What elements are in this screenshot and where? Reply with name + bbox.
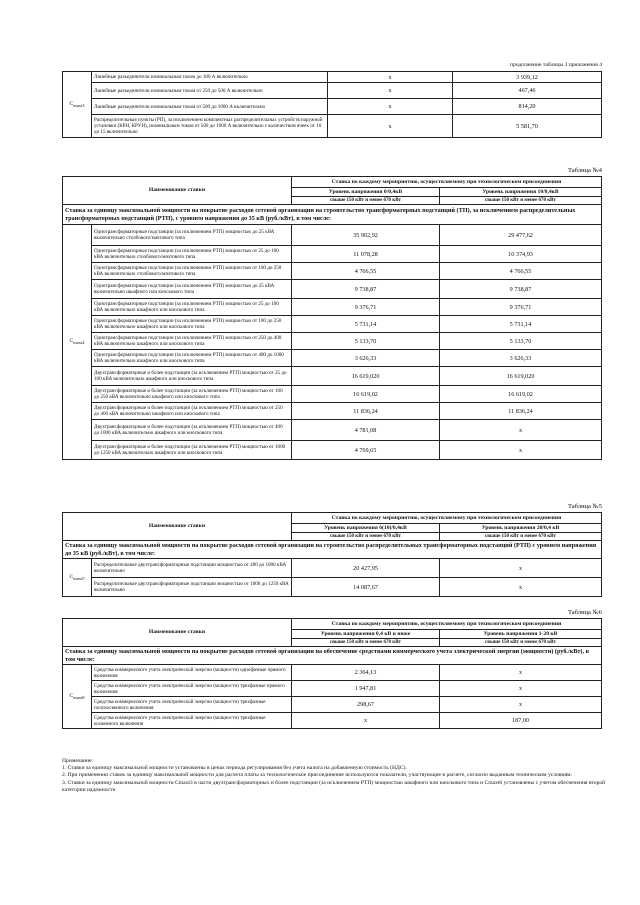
row-value-c1: 20 427,95 xyxy=(292,559,440,578)
row-label: Однотрансформаторные подстанции (за исключением РТП) мощностью от 25 до 100 кВА включительно шкафного или киоскового типа xyxy=(92,299,292,316)
table-row xyxy=(63,83,602,99)
row-value-c2: 9 738,87 xyxy=(440,280,602,299)
row-value-c1: 298,67 xyxy=(292,697,440,713)
notes xyxy=(62,758,607,794)
row-label: Линейные разъединители номинальным током до 100 А включительно xyxy=(92,72,328,83)
table-row xyxy=(63,316,602,333)
row-value-c1: 11 078,28 xyxy=(292,246,440,263)
table-row xyxy=(63,115,602,138)
row-label: Двухтрансформаторные и более подстанции (за исключением РТП) мощностью от 250 до 400 кВА включительно шкафного или киоскового типа xyxy=(92,403,292,420)
table4-col2-header: Уровень напряжения 10/0,4кВ xyxy=(440,188,602,197)
row-value-c2: 187,00 xyxy=(440,713,602,729)
row-value-c1: 4 766,55 xyxy=(292,263,440,280)
table-row xyxy=(63,559,602,578)
row-value-c2: х xyxy=(440,441,602,460)
table-row xyxy=(63,441,602,460)
table-row xyxy=(63,299,602,316)
row-value-c2: 814,20 xyxy=(453,99,602,115)
row-value-c2: 5 731,14 xyxy=(440,316,602,333)
row-value-c2: 11 836,24 xyxy=(440,403,602,420)
row-value-c2: 10 374,93 xyxy=(440,246,602,263)
row-value-c2: 5 133,70 xyxy=(440,333,602,350)
row-label: Средства коммерческого учета электрической энергии (мощности) трехфазные косвенного включения xyxy=(92,713,292,729)
row-value-c1: 35 902,92 xyxy=(292,225,440,246)
table5-block xyxy=(62,512,602,597)
table5-name-header: Наименование ставки xyxy=(63,513,292,541)
table5-group-header: Ставка по каждому мероприятию, осуществляемому при технологическом присоединении xyxy=(292,513,602,524)
row-value-c2: 4 766,55 xyxy=(440,263,602,280)
row-value-c1: 4 769,65 xyxy=(292,441,440,460)
row-value-c2: 29 477,62 xyxy=(440,225,602,246)
row-value-c1: 5 133,70 xyxy=(292,333,440,350)
row-value-c1: 5 731,14 xyxy=(292,316,440,333)
row-value-c1: х xyxy=(328,99,453,115)
row-label: Однотрансформаторные подстанции (за исключением РТП) мощностью от 100 до 250 кВА включительно шкафного или киоскового типа xyxy=(92,316,292,333)
row-value-c2: х xyxy=(440,665,602,681)
table-row xyxy=(63,386,602,403)
row-label: Однотрансформаторные подстанции (за исключением РТП) мощностью до 25 кВА включительно столбового/мачтового типа xyxy=(92,225,292,246)
table-row xyxy=(63,350,602,367)
table-row xyxy=(63,420,602,441)
row-value-c1: 9 738,87 xyxy=(292,280,440,299)
table4 xyxy=(62,176,602,460)
row-value-c1: х xyxy=(292,713,440,729)
row-value-c2: 5 581,70 xyxy=(453,115,602,138)
table5-title: Ставка за единицу максимальной мощности на покрытие расходов сетевой организации на строительство распределительных трансформаторных подстанций (РТП) с уровнем напряжения до 35 кВ (руб./кВт), в том числе: xyxy=(63,541,602,559)
row-value-c2: х xyxy=(440,681,602,697)
table6-col2-header: Уровень напряжения 1-20 кВ xyxy=(440,630,602,639)
table5-col1-header: Уровень напряжения 6(10)/0,4кВ xyxy=(292,524,440,533)
row-label: Двухтрансформаторные и более подстанции (за исключением РТП) мощностью от 400 до 1000 кВА включительно шкафного или киоскового типа xyxy=(92,420,292,441)
row-value-c2: 9 376,71 xyxy=(440,299,602,316)
table6-col2-sub: свыше 150 кВт и менее 670 кВт xyxy=(440,639,602,647)
row-label: Средства коммерческого учета электрической энергии (мощности) трехфазные прямого включения xyxy=(92,681,292,697)
row-label: Двухтрансформаторные и более подстанции (за исключением РТП) мощностью от 25 до 100 кВА включительно шкафного или киоскового типа xyxy=(92,367,292,386)
note-item: 2. При применении ставок за единицу максимальной мощности для расчета платы за технологическое присоединение используются показатели, участвующие в расчете, согласно выданным техническим условиям. xyxy=(62,772,572,779)
note-item: 1. Ставки за единицу максимальной мощности установлены в ценах периода регулирования без учета налога на добавленную стоимость (НДС). xyxy=(62,765,407,772)
table4-col1-sub: свыше 150 кВт и менее 670 кВт xyxy=(292,197,440,205)
table6-name-header: Наименование ставки xyxy=(63,619,292,647)
notes-heading: Примечание: xyxy=(62,758,94,764)
table-row xyxy=(63,72,602,83)
row-value-c2: 3 939,12 xyxy=(453,72,602,83)
table-row xyxy=(63,665,602,681)
table5-caption: Таблица №5 xyxy=(567,503,602,510)
row-label: Распределительные двухтрансформаторные подстанции мощностью от 400 до 1000 кВА включительно xyxy=(92,559,292,578)
row-label: Средства коммерческого учета электрической энергии (мощности) однофазные прямого включения xyxy=(92,665,292,681)
note-item: 3. Ставки за единицу максимальной мощности Cmaxt3 в части двухтрансформаторных и более подстанции (за исключением РТП) мощностью шкафного или киоскового типа и Cmaxt6 установлены с учетом обеспечения второй категории надежности xyxy=(62,779,606,793)
row-label: Двухтрансформаторные и более подстанции (за исключением РТП) мощностью от 100 до 250 кВА включительно шкафного или киоскового типа xyxy=(92,386,292,403)
row-value-c2: х xyxy=(440,420,602,441)
table4-name-header: Наименование ставки xyxy=(63,177,292,205)
table6 xyxy=(62,618,602,729)
row-value-c2: х xyxy=(440,578,602,597)
table4-col2-sub: свыше 150 кВт и менее 670 кВт xyxy=(440,197,602,205)
continuation-table-block xyxy=(62,71,602,138)
table-row xyxy=(63,246,602,263)
table5 xyxy=(62,512,602,597)
continuation-caption: продолжение таблицы 3 приложения 4 xyxy=(509,62,602,68)
table5-col2-header: Уровень напряжения 20/0,4 кВ xyxy=(440,524,602,533)
table4-title: Ставка за единицу максимальной мощности на покрытие расходов сетевой организации на строительство трансформаторных подстанций (ТП), за исключением распределительных трансформаторных подстанций (РТП), с уровнем напряжения до 35 кВ (руб./кВт), в том числе: xyxy=(63,205,602,225)
row-label: Однотрансформаторные подстанции (за исключением РТП) мощностью от 400 до 1000 кВА включительно шкафного или киоскового типа xyxy=(92,350,292,367)
row-label: Однотрансформаторные подстанции (за исключением РТП) мощностью от 250 до 400 кВА включительно шкафного или киоскового типа xyxy=(92,333,292,350)
table-row xyxy=(63,263,602,280)
table-row xyxy=(63,713,602,729)
table5-code-cell: $C_{maxt5}$ xyxy=(63,559,92,597)
table6-block xyxy=(62,618,602,729)
row-value-c1: 2 364,13 xyxy=(292,665,440,681)
table6-col1-header: Уровень напряжения 0,4 кВ и ниже xyxy=(292,630,440,639)
row-label: Однотрансформаторные подстанции (за исключением РТП) мощностью от 25 до 100 кВА включительно столбового/мачтового типа xyxy=(92,246,292,263)
table-row xyxy=(63,99,602,115)
table-row xyxy=(63,225,602,246)
table-row xyxy=(63,333,602,350)
table6-col1-sub: свыше 150 кВт и менее 670 кВт xyxy=(292,639,440,647)
row-label: Линейные разъединители номинальным током от 500 до 1000 А включительно xyxy=(92,99,328,115)
row-label: Распределительные двухтрансформаторные подстанции мощностью от 1000 до 1250 кВА включительно xyxy=(92,578,292,597)
table5-col1-sub: свыше 150 кВт и менее 670 кВт xyxy=(292,533,440,541)
row-label: Распределительные пункты (РП), за исключением комплектных распределительных устройств наружной установки (КРН, КРУН), номинальным током от 500 до 1000 А включительно с количеством ячеек от 10 до 15 включительно xyxy=(92,115,328,138)
table-row xyxy=(63,681,602,697)
row-value-c1: х xyxy=(328,72,453,83)
row-value-c1: 16 619,020 xyxy=(292,367,440,386)
table4-group-header: Ставка по каждому мероприятию, осуществляемому при технологическом присоединении xyxy=(292,177,602,188)
row-value-c1: х xyxy=(328,83,453,99)
row-value-c2: х xyxy=(440,697,602,713)
table4-caption: Таблица №4 xyxy=(567,167,602,174)
row-value-c2: 16 619,020 xyxy=(440,367,602,386)
row-value-c2: 467,46 xyxy=(453,83,602,99)
table4-col1-header: Уровень напряжения 0/0,4кВ xyxy=(292,188,440,197)
table-row xyxy=(63,578,602,597)
row-value-c2: 3 626,33 xyxy=(440,350,602,367)
row-value-c1: 14 087,67 xyxy=(292,578,440,597)
table5-col2-sub: свыше 150 кВт и менее 670 кВт xyxy=(440,533,602,541)
row-value-c2: 16 619,02 xyxy=(440,386,602,403)
row-value-c1: 1 947,81 xyxy=(292,681,440,697)
row-label: Линейные разъединители номинальным током от 250 до 500 А включительно xyxy=(92,83,328,99)
row-label: Однотрансформаторные подстанции (за исключением РТП) мощностью до 25 кВА включительно шкафного или киоскового типа xyxy=(92,280,292,299)
row-value-c1: 11 836,24 xyxy=(292,403,440,420)
row-label: Двухтрансформаторные и более подстанции (за исключением РТП) мощностью от 1000 до 1250 кВА включительно шкафного или киоскового типа xyxy=(92,441,292,460)
table-row xyxy=(63,367,602,386)
table6-caption: Таблица №6 xyxy=(567,609,602,616)
row-value-c2: х xyxy=(440,559,602,578)
table6-group-header: Ставка по каждому мероприятию, осуществляемому при технологическом присоединении xyxy=(292,619,602,630)
table-row xyxy=(63,403,602,420)
row-value-c1: 16 619,02 xyxy=(292,386,440,403)
table4-code-cell: $C_{maxt4}$ xyxy=(63,225,92,460)
row-value-c1: 9 376,71 xyxy=(292,299,440,316)
row-label: Средства коммерческого учета электрической энергии (мощности) трехфазные полукосвенного включения xyxy=(92,697,292,713)
table-row xyxy=(63,697,602,713)
table-row xyxy=(63,280,602,299)
cont_table-code-cell: $C_{maxt3}$ xyxy=(63,72,92,138)
row-value-c1: х xyxy=(328,115,453,138)
table4-block xyxy=(62,176,602,460)
row-value-c1: 4 781,08 xyxy=(292,420,440,441)
row-value-c1: 3 626,33 xyxy=(292,350,440,367)
table6-title: Ставка за единицу максимальной мощности на покрытие расходов сетевой организации на обеспечение средствами коммерческого учета электрической энергии (мощности) (руб./кВт), в том числе: xyxy=(63,647,602,665)
row-label: Однотрансформаторные подстанции (за исключением РТП) мощностью от 100 до 250 кВА включительно столбового/мачтового типа xyxy=(92,263,292,280)
continuation-table xyxy=(62,71,602,138)
table6-code-cell: $C_{maxt8}$ xyxy=(63,665,92,729)
